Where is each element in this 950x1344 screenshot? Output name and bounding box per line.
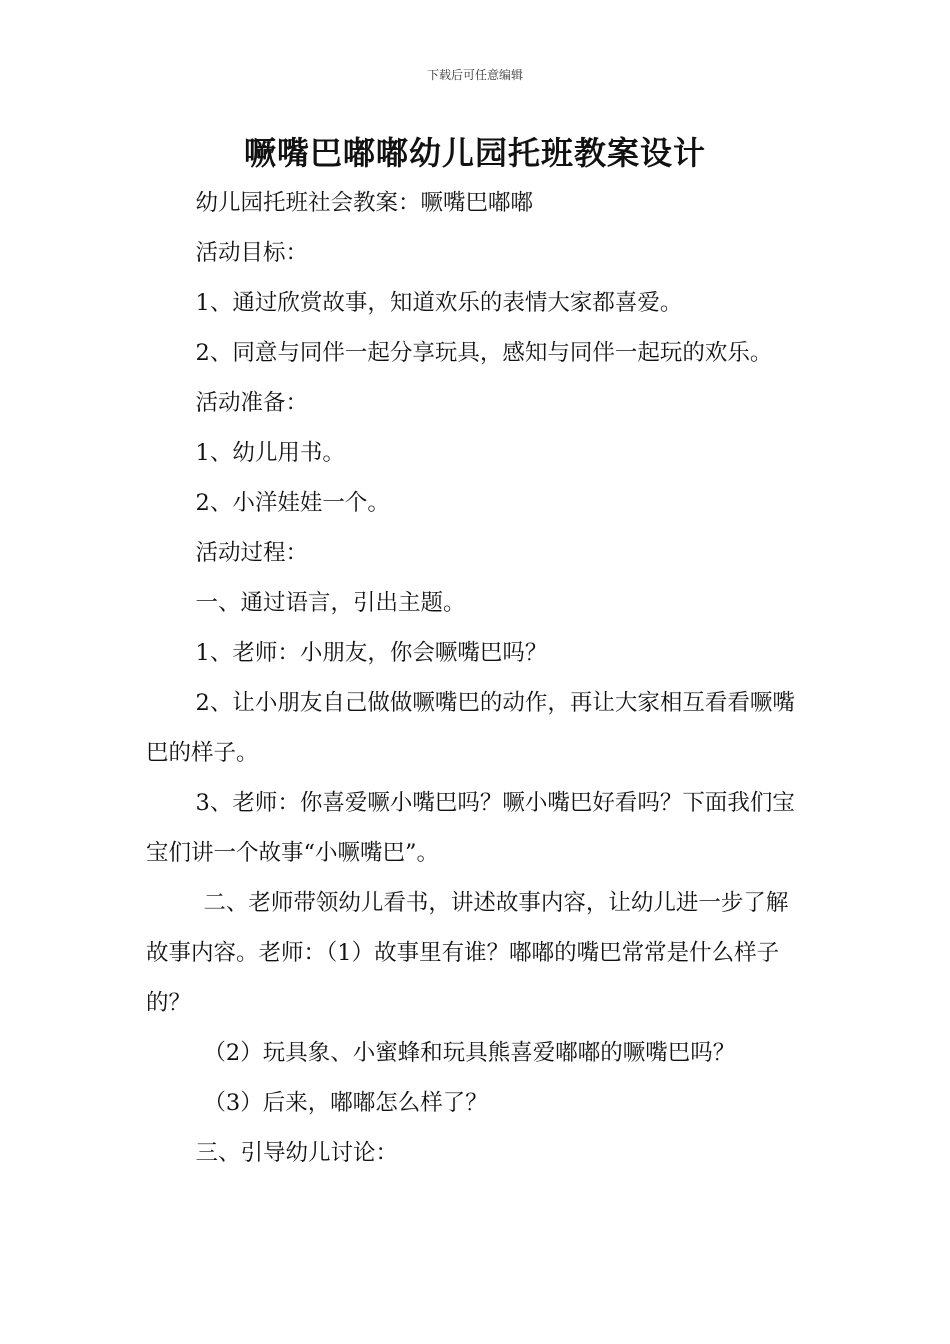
paragraph: 1、幼儿用书。 [195,440,345,466]
header-note: 下载后可任意编辑 [426,68,523,82]
paragraph: （3）后来，嘟嘟怎么样了？ [203,1090,488,1116]
paragraph: （2）玩具象、小蜜蜂和玩具熊喜爱嘟嘟的噘嘴巴吗？ [203,1040,736,1066]
paragraph: 幼儿园托班社会教案：噘嘴巴嘟嘟 [195,190,534,216]
paragraph: 3、老师：你喜爱噘小嘴巴吗？噘小嘴巴好看吗？下面我们宝宝们讲一个故事“小噘嘴巴”。 [146,790,795,866]
section-heading: 活动目标： [195,240,309,266]
section-heading: 活动过程： [195,540,309,566]
document-title: 噘嘴巴嘟嘟幼儿园托班教案设计 [243,134,706,172]
paragraph: 2、同意与同伴一起分享玩具，感知与同伴一起玩的欢乐。 [195,340,773,366]
paragraph: 二、老师带领幼儿看书，讲述故事内容，让幼儿进一步了解故事内容。老师：（1）故事里有谁？嘟嘟的嘴巴常常是什么样子的？ [146,890,789,1016]
paragraph: 1、通过欣赏故事，知道欢乐的表情大家都喜爱。 [195,290,683,316]
section-heading: 活动准备： [195,390,309,416]
paragraph: 一、通过语言，引出主题。 [195,590,466,616]
document-body [146,178,810,1178]
paragraph: 2、让小朋友自己做做噘嘴巴的动作，再让大家相互看看噘嘴巴的样子。 [146,690,795,766]
paragraph: 2、小洋娃娃一个。 [195,490,390,516]
paragraph: 三、引导幼儿讨论： [195,1140,399,1166]
paragraph: 1、老师：小朋友，你会噘嘴巴吗？ [195,640,548,666]
